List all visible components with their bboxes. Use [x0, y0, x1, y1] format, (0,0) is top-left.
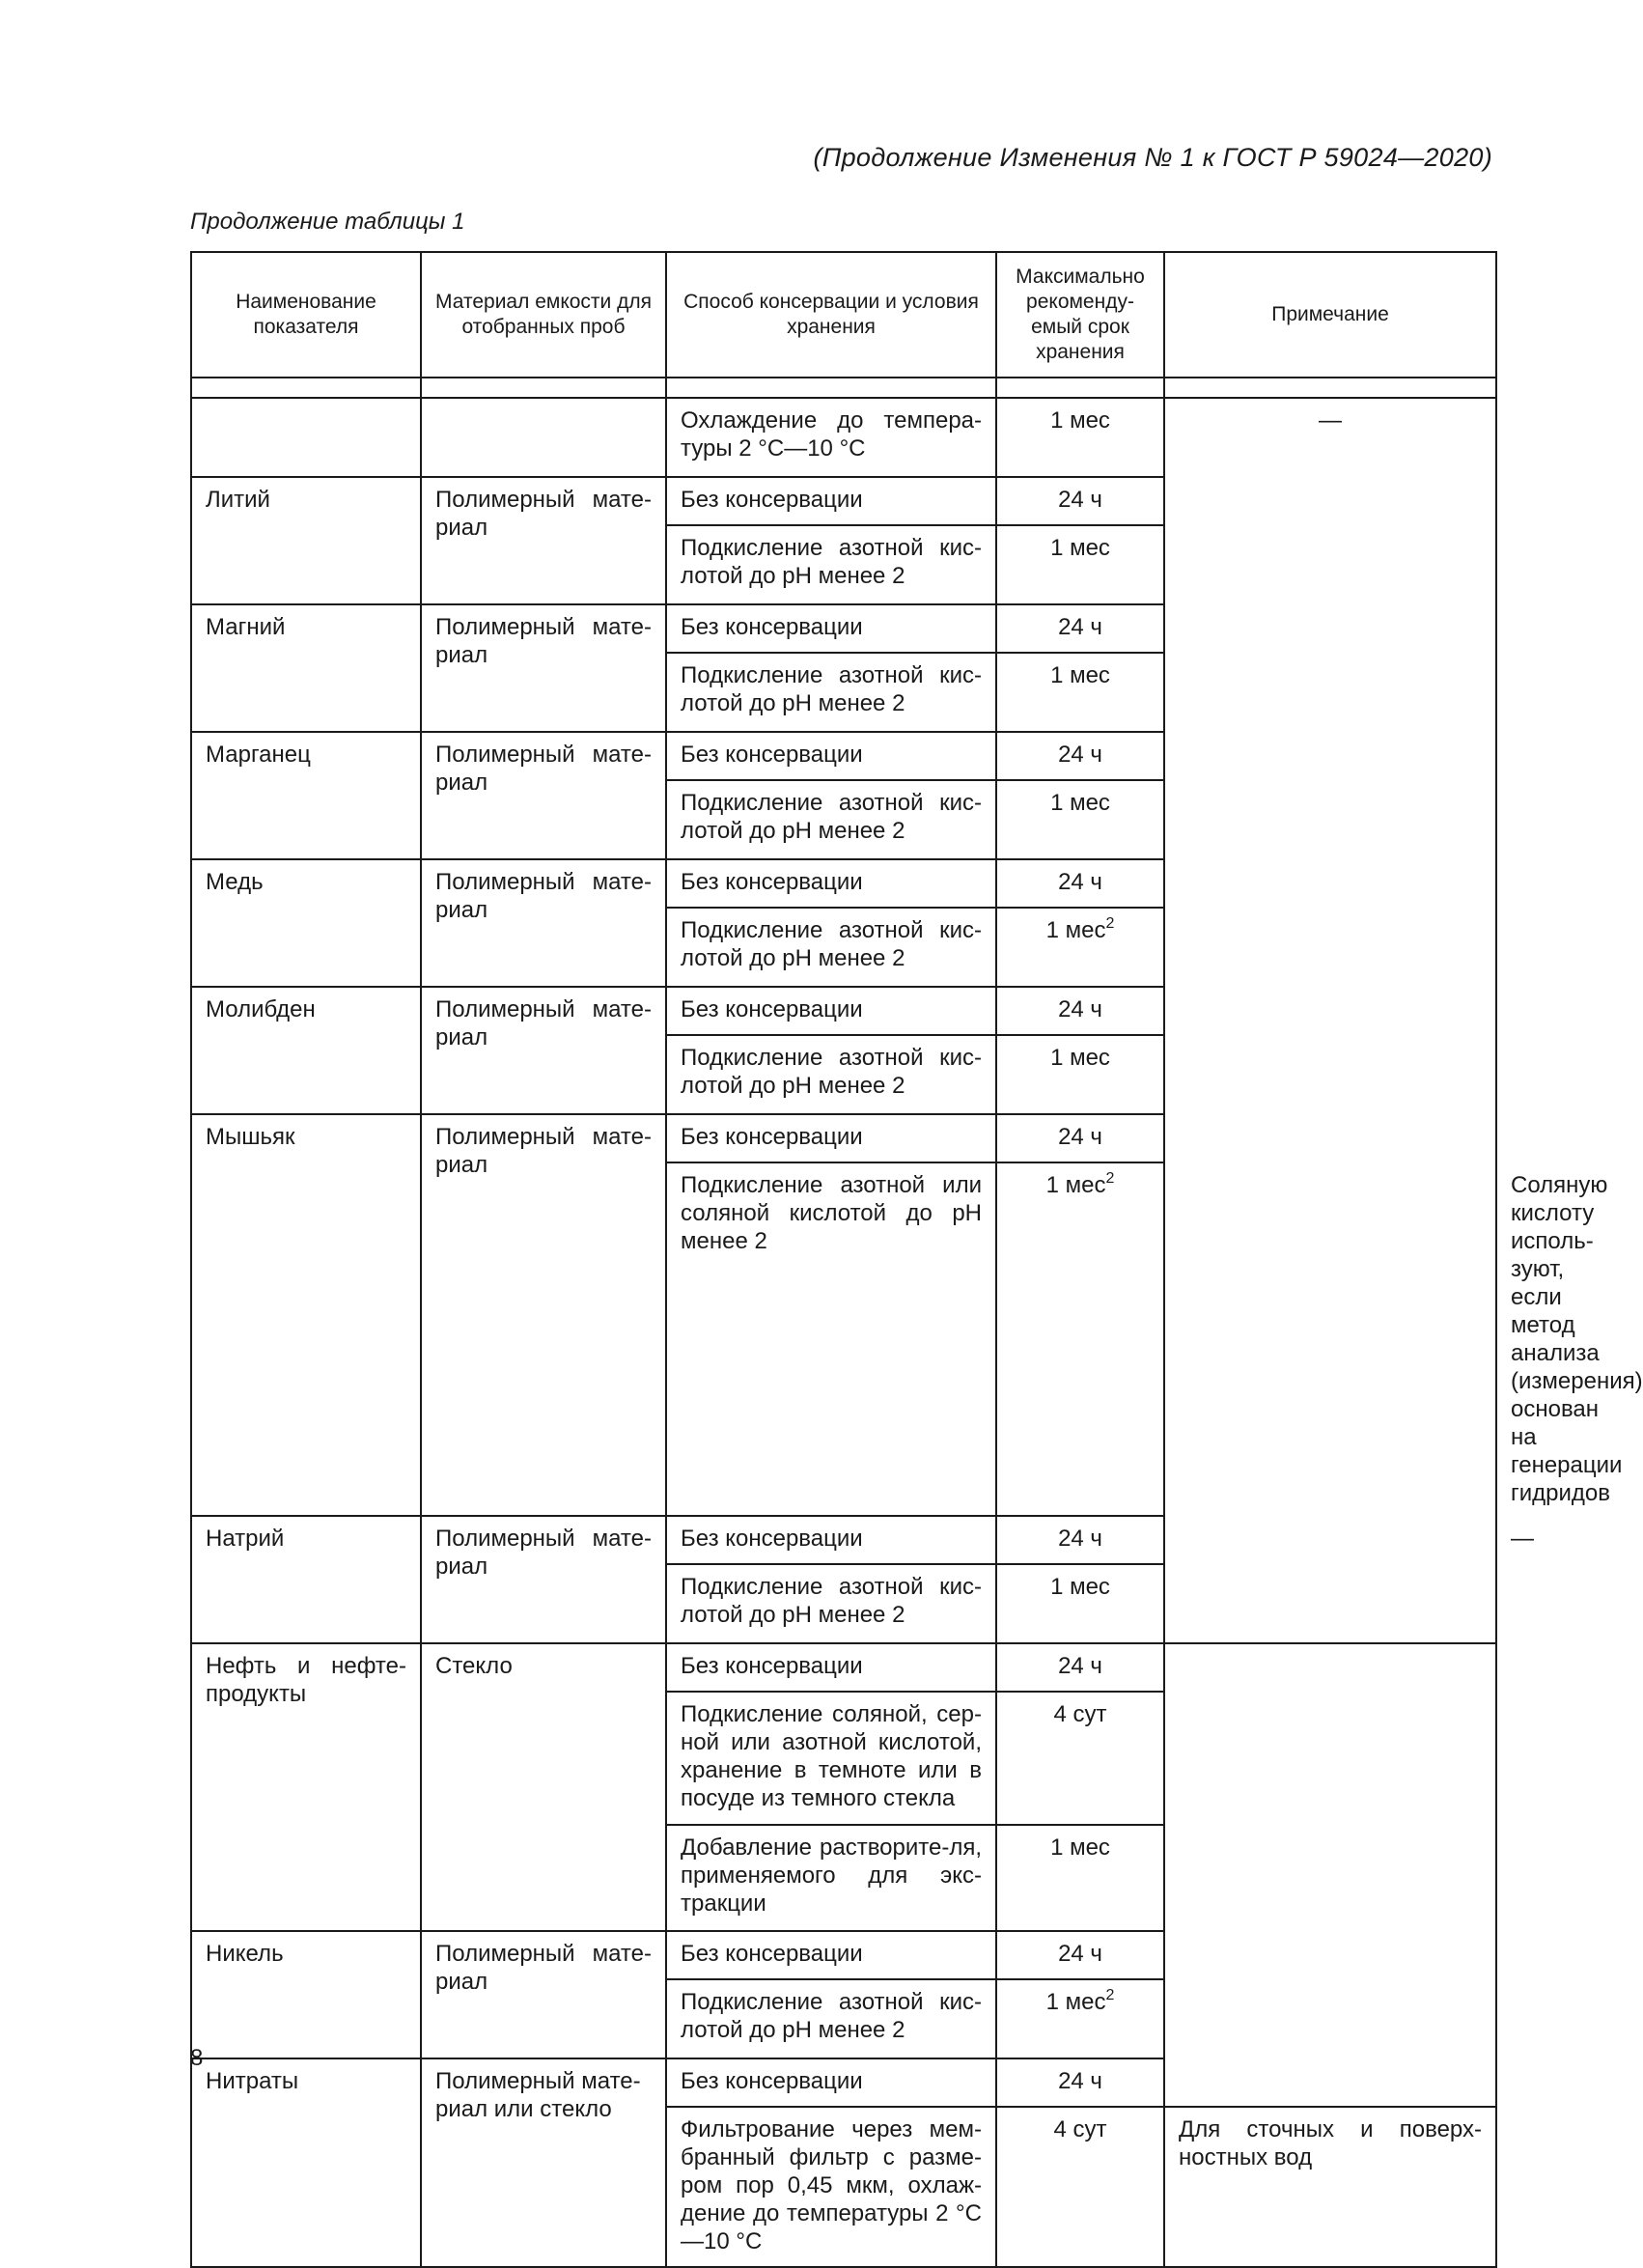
cell-term: [996, 1162, 1164, 1516]
table-row: Натрий Полимерный мате-риал Без консервации 24 ч —: [191, 1516, 1496, 1564]
table-caption: Продолжение таблицы 1: [190, 209, 465, 235]
cell-method: Подкисление азотной или соляной кислотой до рН менее 2: [666, 1162, 996, 1516]
cell-material: Полимерный мате-риал: [421, 1931, 666, 2058]
table-row: [191, 1643, 1496, 1692]
cell-material: Полимерный мате-риал: [421, 732, 666, 859]
cell-term: [996, 908, 1164, 987]
header-material: Материал емкости для отобранных проб: [421, 252, 666, 378]
cell-term: 1 мес: [996, 653, 1164, 732]
cell-name: [191, 398, 421, 477]
cell-term: 4 сут: [996, 1692, 1164, 1825]
header-note: Примечание: [1164, 252, 1496, 378]
cell-method: Без консервации: [666, 1114, 996, 1162]
term-value: 1 мес: [1045, 917, 1106, 943]
table-row: [191, 398, 1496, 477]
cell-method: Без консервации: [666, 987, 996, 1035]
cell-term: 1 мес: [996, 525, 1164, 604]
cell-method: Охлаждение до темпера-туры 2 °С—10 °С: [666, 398, 996, 477]
header-gap: [191, 378, 1496, 398]
cell-name: Никель: [191, 1931, 421, 2058]
cell-name: Медь: [191, 859, 421, 987]
cell-term: 1 мес: [996, 1825, 1164, 1931]
cell-method: Подкисление азотной кис-лотой до рН менее 2: [666, 780, 996, 859]
cell-method: Без консервации: [666, 859, 996, 908]
cell-method: Без консервации: [666, 477, 996, 525]
header-method: Способ консервации и условия хранения: [666, 252, 996, 378]
cell-term: 24 ч: [996, 1516, 1164, 1564]
cell-method: Без консервации: [666, 1931, 996, 1979]
cell-term: [996, 1979, 1164, 2058]
note-dash-1: —: [1164, 398, 1496, 1643]
cell-material: Стекло: [421, 1643, 666, 1931]
cell-material: Полимерный мате-риал: [421, 604, 666, 732]
cell-name: Молибден: [191, 987, 421, 1114]
term-value: 1 мес: [1045, 1989, 1106, 2015]
cell-term: 24 ч: [996, 1931, 1164, 1979]
cell-method: Без консервации: [666, 732, 996, 780]
cell-method: Подкисление азотной кис-лотой до рН менее 2: [666, 1979, 996, 2058]
cell-term: 1 мес: [996, 398, 1164, 477]
cell-name: Литий: [191, 477, 421, 604]
term-value: 1 мес: [1045, 1172, 1106, 1198]
cell-material: [421, 398, 666, 477]
cell-note: Для сточных и поверх-ностных вод: [1164, 2107, 1496, 2267]
cell-method: Подкисление азотной кис-лотой до рН менее 2: [666, 1564, 996, 1643]
cell-method: Без консервации: [666, 1643, 996, 1692]
table-row: Подкисление азотной или соляной кислотой до рН менее 2 1 мес$^2$ Соляную кислоту исполь-зуют, если метод анализа (измерения) основан на генерации гидридов: [191, 1162, 1496, 1516]
cell-name: Магний: [191, 604, 421, 732]
running-head: (Продолжение Изменения № 1 к ГОСТ Р 59024—2020): [813, 143, 1492, 172]
cell-method: Подкисление азотной кис-лотой до рН менее 2: [666, 1035, 996, 1114]
cell-method: Без консервации: [666, 604, 996, 653]
table-row: [191, 1931, 1496, 1979]
cell-term: 24 ч: [996, 1114, 1164, 1162]
cell-method: Без консервации: [666, 1516, 996, 1564]
cell-term: 1 мес: [996, 1035, 1164, 1114]
cell-method: Фильтрование через мем-бранный фильтр с разме-ром пор 0,45 мкм, охлаж-дение до температуры 2 °С—10 °С: [666, 2107, 996, 2267]
cell-material: Полимерный мате-риал: [421, 987, 666, 1114]
cell-method: Подкисление азотной кис-лотой до рН менее 2: [666, 653, 996, 732]
cell-method: Без консервации: [666, 2058, 996, 2107]
cell-material: Полимерный мате-риал: [421, 477, 666, 604]
cell-method: Добавление растворите-ля, применяемого для экс-тракции: [666, 1825, 996, 1931]
cell-term: 1 мес: [996, 780, 1164, 859]
storage-table: [190, 251, 1643, 2268]
header-term: Максимально рекоменду-емый срок хранения: [996, 252, 1164, 378]
cell-material: Полимерный мате-риал или стекло: [421, 2058, 666, 2267]
cell-term: 24 ч: [996, 2058, 1164, 2107]
cell-name: Мышьяк: [191, 1114, 421, 1516]
cell-term: 24 ч: [996, 1643, 1164, 1692]
footnote-ref: 2: [1105, 1987, 1115, 2003]
cell-term: 24 ч: [996, 732, 1164, 780]
cell-term: 4 сут: [996, 2107, 1164, 2267]
table-header-row: [191, 252, 1496, 378]
cell-term: 1 мес: [996, 1564, 1164, 1643]
cell-name: Натрий: [191, 1516, 421, 1643]
cell-method: Подкисление азотной кис-лотой до рН менее 2: [666, 908, 996, 987]
table-row: [191, 2058, 1496, 2107]
cell-material: Полимерный мате-риал: [421, 859, 666, 987]
cell-method: Подкисление азотной кис-лотой до рН менее 2: [666, 525, 996, 604]
cell-term: 24 ч: [996, 477, 1164, 525]
cell-name: Нитраты: [191, 2058, 421, 2267]
cell-name: Нефть и нефте-продукты: [191, 1643, 421, 1931]
cell-material: Полимерный мате-риал: [421, 1114, 666, 1516]
header-name: Наименование показателя: [191, 252, 421, 378]
cell-material: Полимерный мате-риал: [421, 1516, 666, 1643]
footnote-ref: 2: [1105, 1170, 1115, 1187]
cell-name: Марганец: [191, 732, 421, 859]
cell-method: Подкисление соляной, сер-ной или азотной кислотой, хранение в темноте или в посуде из темного стекла: [666, 1692, 996, 1825]
cell-term: 24 ч: [996, 859, 1164, 908]
footnote-ref: 2: [1105, 915, 1115, 932]
cell-term: 24 ч: [996, 604, 1164, 653]
cell-term: 24 ч: [996, 987, 1164, 1035]
page-number: 8: [190, 2045, 204, 2071]
